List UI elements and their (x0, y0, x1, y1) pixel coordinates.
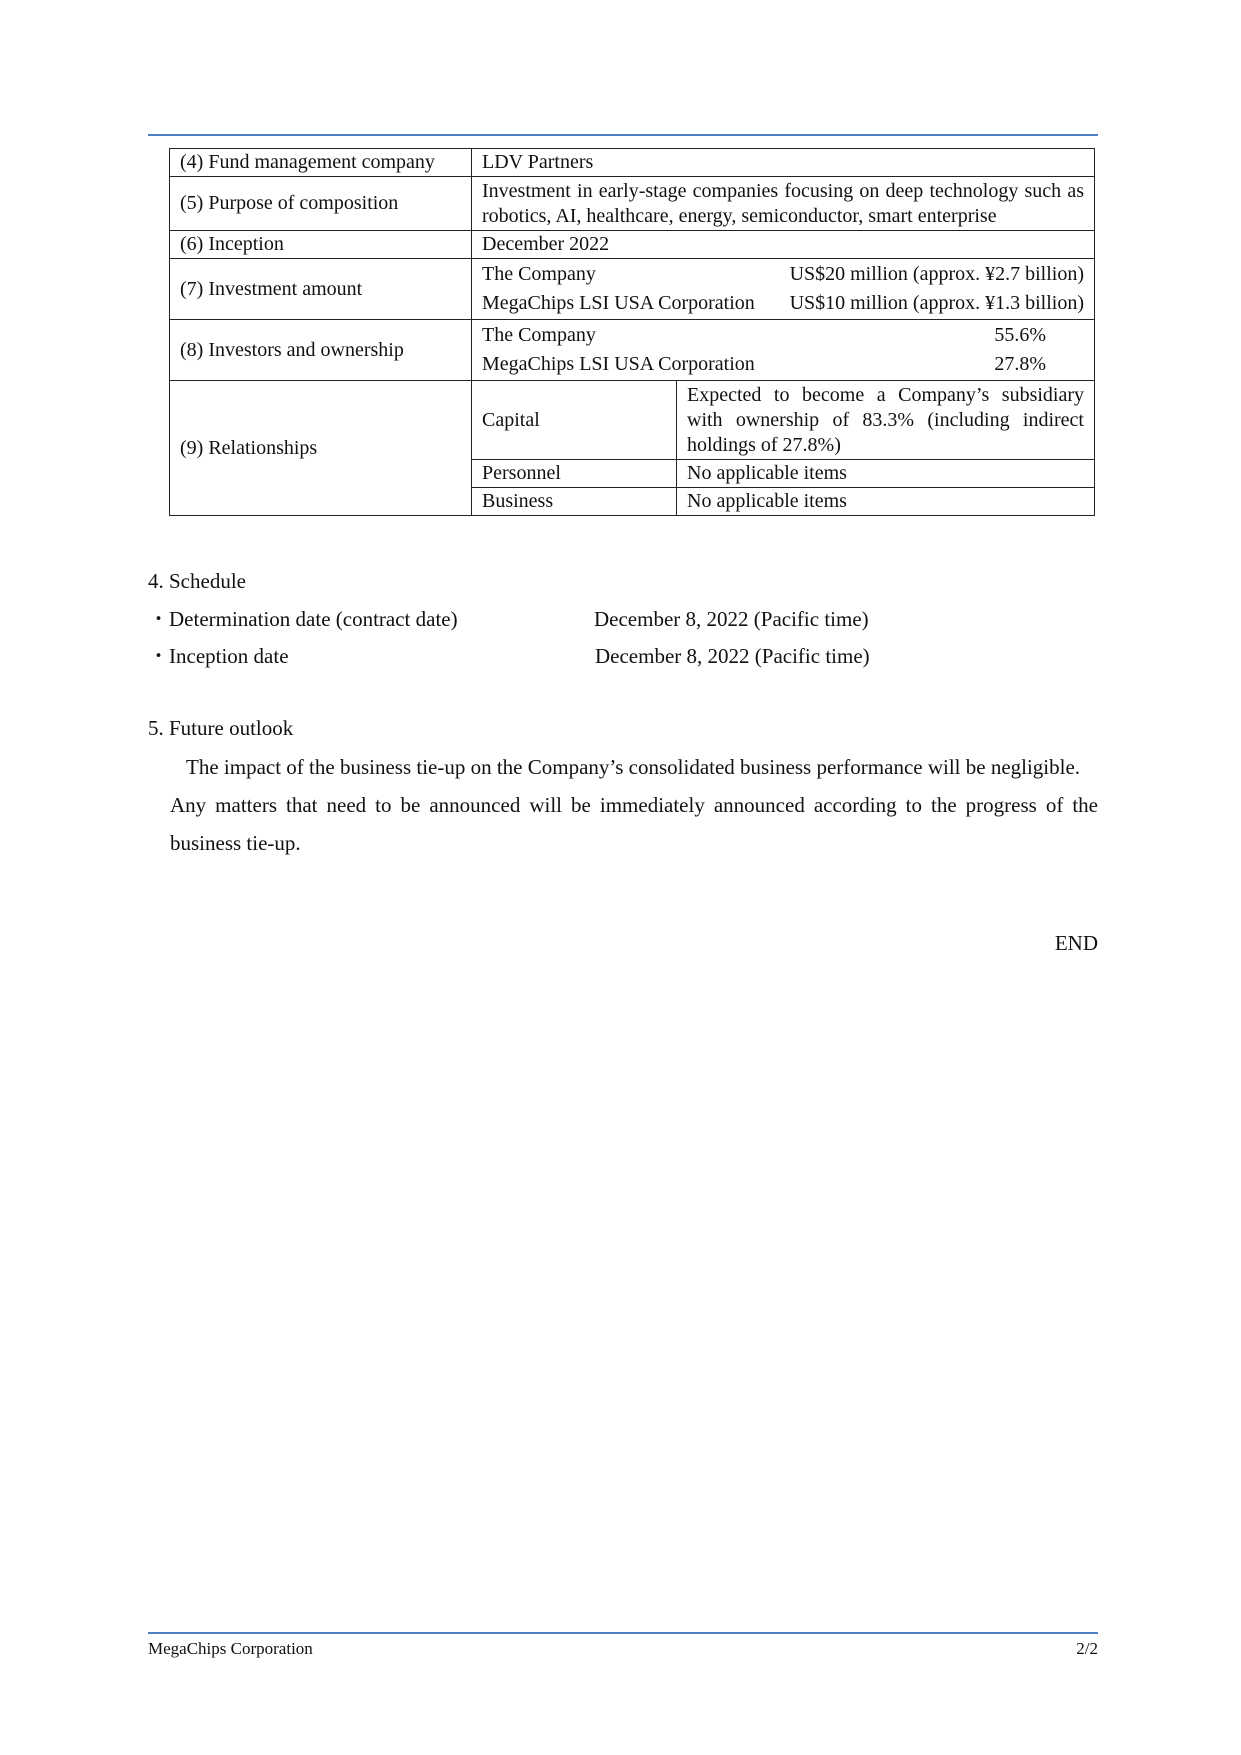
row-label: (5) Purpose of composition (170, 177, 472, 231)
table-row (170, 231, 1095, 259)
row-label: (9) Relationships (170, 381, 472, 516)
outlook-line: Any matters that need to be announced will be immediately announced according to the progress of the (170, 793, 1098, 817)
investor-name: The Company (482, 324, 596, 346)
investment-line (482, 289, 1084, 318)
investor-name: MegaChips LSI USA Corporation (482, 353, 755, 375)
footer-page-number: 2/2 (1076, 1639, 1098, 1658)
end-mark: END (1054, 931, 1098, 955)
investor-name: MegaChips LSI USA Corporation (482, 292, 755, 314)
outlook-line: The impact of the business tie-up on the Company’s consolidated business performance will be negligible. (186, 755, 1081, 779)
schedule-item-date: December 8, 2022 (Pacific time) (595, 644, 870, 668)
relationship-detail: Expected to become a Company’s subsidiary with ownership of 83.3% (including indirect holdings of 27.8%) (677, 381, 1095, 460)
schedule-item-label: ・Determination date (contract date) (148, 607, 458, 631)
ownership-percent: 55.6% (994, 324, 1046, 346)
row-value: December 2022 (472, 231, 1095, 259)
relationship-type: Personnel (472, 460, 677, 488)
outlook-line: business tie-up. (170, 831, 301, 855)
relationship-type: Business (472, 488, 677, 516)
row-value: Investment in early-stage companies focusing on deep technology such as robotics, AI, healthcare, energy, semiconductor, smart enterprise (472, 177, 1095, 231)
header-rule (148, 134, 1098, 136)
table-row (170, 177, 1095, 231)
footer-rule (148, 1632, 1098, 1634)
outlook-paragraph (170, 748, 1098, 862)
schedule-heading: 4. Schedule (148, 569, 246, 593)
footer-company: MegaChips Corporation (148, 1639, 313, 1658)
investment-amount: US$10 million (approx. ¥1.3 billion) (789, 292, 1084, 314)
row-label: (7) Investment amount (170, 259, 472, 320)
ownership-percent: 27.8% (994, 353, 1046, 375)
ownership-line (482, 350, 1084, 379)
fund-overview-table (169, 148, 1095, 516)
row-value: LDV Partners (472, 149, 1095, 177)
relationship-type: Capital (472, 381, 677, 460)
ownership-line (482, 321, 1084, 350)
schedule-item-label: ・Inception date (148, 644, 289, 668)
ownership-cell (472, 320, 1095, 381)
outlook-heading: 5. Future outlook (148, 716, 294, 740)
table-row (170, 149, 1095, 177)
row-label: (8) Investors and ownership (170, 320, 472, 381)
table-row (170, 259, 1095, 320)
investor-name: The Company (482, 263, 596, 285)
row-label: (4) Fund management company (170, 149, 472, 177)
table-row (170, 320, 1095, 381)
investment-amount: US$20 million (approx. ¥2.7 billion) (789, 263, 1084, 285)
investment-line (482, 260, 1084, 289)
row-label: (6) Inception (170, 231, 472, 259)
investment-cell (472, 259, 1095, 320)
schedule-item-date: December 8, 2022 (Pacific time) (594, 607, 869, 631)
table-row (170, 381, 1095, 460)
relationship-detail: No applicable items (677, 460, 1095, 488)
relationship-detail: No applicable items (677, 488, 1095, 516)
